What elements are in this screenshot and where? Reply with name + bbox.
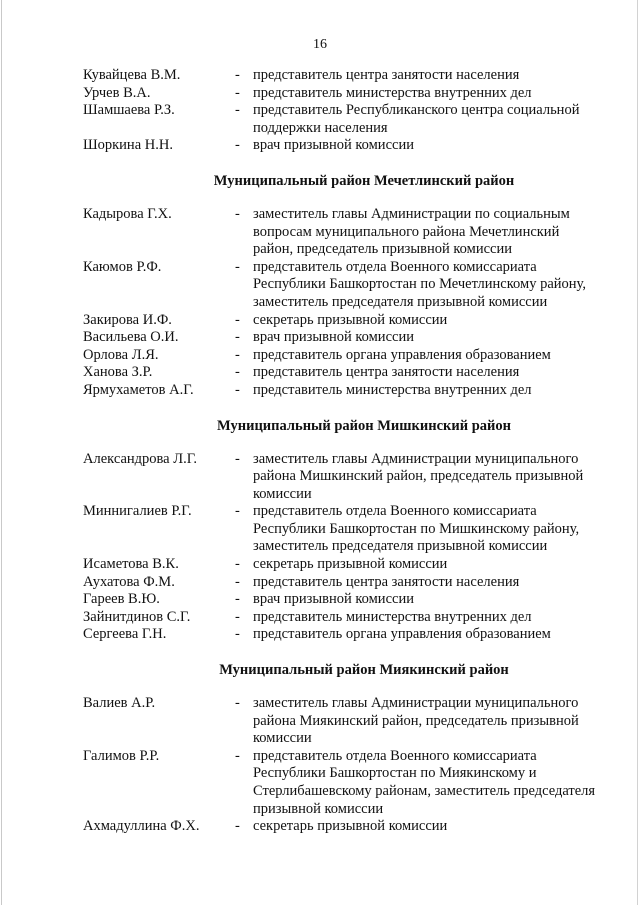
section-heading: Муниципальный район Мишкинский район bbox=[217, 417, 511, 434]
commission-list bbox=[83, 67, 603, 836]
member-row: Гареев В.Ю. - врач призывной комиссии bbox=[83, 591, 603, 609]
member-row: Кувайцева В.М. - представитель центра занятости населения bbox=[83, 67, 603, 85]
member-role: заместитель главы Администрации муниципального района Мишкинский район, председатель призывной комиссии bbox=[253, 450, 584, 502]
section-miyakinsky bbox=[83, 661, 603, 836]
member-role: секретарь призывной комиссии bbox=[253, 311, 448, 328]
member-name: Галимов Р.Р. bbox=[83, 747, 160, 764]
member-row: Исаметова В.К. - секретарь призывной комиссии bbox=[83, 556, 603, 574]
member-role: врач призывной комиссии bbox=[253, 591, 414, 608]
member-row: Зайнитдинов С.Г. - представитель министерства внутренних дел bbox=[83, 609, 603, 627]
member-name: Миннигалиев Р.Г. bbox=[83, 503, 192, 520]
member-name: Закирова И.Ф. bbox=[83, 311, 172, 328]
scan-edge-right bbox=[637, 0, 638, 905]
member-row: Александрова Л.Г. - заместитель главы Администрации муниципального района Мишкинский район, председатель призывной комиссии bbox=[83, 451, 603, 504]
member-name: Каюмов Р.Ф. bbox=[83, 258, 162, 275]
member-role: представитель центра занятости населения bbox=[253, 573, 520, 590]
member-name: Урчев В.А. bbox=[83, 84, 151, 101]
page-number: 16 bbox=[313, 37, 327, 52]
member-row: Ярмухаметов А.Г. - представитель министерства внутренних дел bbox=[83, 382, 603, 400]
member-name: Кадырова Г.Х. bbox=[83, 205, 172, 222]
member-name: Ярмухаметов А.Г. bbox=[83, 381, 194, 398]
member-row: Галимов Р.Р. - представитель отдела Военного комиссариата Республики Башкортостан по Миякинскому и Стерлибашевскому районам, заместитель председателя призывной комиссии bbox=[83, 748, 603, 818]
member-row: Валиев А.Р. - заместитель главы Администрации муниципального района Миякинский район, председатель призывной комиссии bbox=[83, 695, 603, 748]
member-role: представитель министерства внутренних дел bbox=[253, 84, 532, 101]
member-name: Васильева О.И. bbox=[83, 329, 179, 346]
member-role: представитель министерства внутренних дел bbox=[253, 381, 532, 398]
member-name: Ханова З.Р. bbox=[83, 364, 153, 381]
section-heading: Муниципальный район Мечетлинский район bbox=[213, 172, 515, 189]
member-row: Каюмов Р.Ф. - представитель отдела Военного комиссариата Республики Башкортостан по Мечетлинскому району, заместитель председателя призывной комиссии bbox=[83, 259, 603, 312]
member-name: Александрова Л.Г. bbox=[83, 450, 198, 467]
member-row: Шамшаева Р.З. - представитель Республиканского центра социальной поддержки населения bbox=[83, 102, 603, 137]
member-row: Урчев В.А. - представитель министерства внутренних дел bbox=[83, 85, 603, 103]
member-name: Кувайцева В.М. bbox=[83, 67, 181, 83]
section-mishkinsky bbox=[83, 417, 603, 645]
member-row: Сергеева Г.Н. - представитель органа управления образованием bbox=[83, 626, 603, 644]
member-name: Ахмадуллина Ф.Х. bbox=[83, 818, 200, 835]
member-role: представитель Республиканского центра социальной поддержки населения bbox=[253, 102, 580, 136]
section-mechetlinsky bbox=[83, 172, 603, 400]
member-name: Исаметова В.К. bbox=[83, 556, 179, 573]
member-name: Шоркина Н.Н. bbox=[83, 137, 173, 154]
member-role: представитель отдела Военного комиссариата Республики Башкортостан по Мишкинскому району, заместитель председателя призывной комиссии bbox=[253, 503, 580, 555]
member-role: представитель центра занятости населения bbox=[253, 67, 520, 83]
member-role: представитель отдела Военного комиссариата Республики Башкортостан по Миякинскому и Стерлибашевскому районам, заместитель председателя призывной комиссии bbox=[253, 747, 596, 817]
member-role: представитель органа управления образованием bbox=[253, 626, 551, 643]
member-role: врач призывной комиссии bbox=[253, 137, 414, 154]
member-row: Миннигалиев Р.Г. - представитель отдела Военного комиссариата Республики Башкортостан по Мишкинскому району, заместитель председателя призывной комиссии bbox=[83, 503, 603, 556]
scan-edge-left bbox=[1, 0, 2, 905]
member-role: представитель центра занятости населения bbox=[253, 364, 520, 381]
intro-members bbox=[83, 67, 603, 155]
member-name: Гареев В.Ю. bbox=[83, 591, 160, 608]
member-row: Кадырова Г.Х. - заместитель главы Администрации по социальным вопросам муниципального района Мечетлинский район, председатель призывной комиссии bbox=[83, 206, 603, 259]
member-row: Васильева О.И. - врач призывной комиссии bbox=[83, 329, 603, 347]
member-row: Закирова И.Ф. - секретарь призывной комиссии bbox=[83, 312, 603, 330]
member-name: Орлова Л.Я. bbox=[83, 346, 159, 363]
member-row: Аухатова Ф.М. - представитель центра занятости населения bbox=[83, 574, 603, 592]
member-role: секретарь призывной комиссии bbox=[253, 818, 448, 835]
member-name: Валиев А.Р. bbox=[83, 695, 156, 712]
member-role: заместитель главы Администрации по социальным вопросам муниципального района Мечетлинский район, председатель призывной комиссии bbox=[253, 205, 570, 258]
member-role: врач призывной комиссии bbox=[253, 329, 414, 346]
member-name: Аухатова Ф.М. bbox=[83, 573, 175, 590]
member-row: Орлова Л.Я. - представитель органа управления образованием bbox=[83, 347, 603, 365]
member-role: представитель органа управления образованием bbox=[253, 346, 551, 363]
member-name: Шамшаева Р.З. bbox=[83, 102, 175, 119]
member-name: Сергеева Г.Н. bbox=[83, 626, 167, 643]
member-row: Шоркина Н.Н. - врач призывной комиссии bbox=[83, 137, 603, 155]
section-heading: Муниципальный район Миякинский район bbox=[219, 662, 509, 679]
member-name: Зайнитдинов С.Г. bbox=[83, 608, 191, 625]
member-row: Ахмадуллина Ф.Х. - секретарь призывной комиссии bbox=[83, 818, 603, 836]
member-role: секретарь призывной комиссии bbox=[253, 556, 448, 573]
member-role: представитель министерства внутренних дел bbox=[253, 608, 532, 625]
member-role: представитель отдела Военного комиссариата Республики Башкортостан по Мечетлинскому району, заместитель председателя призывной комиссии bbox=[253, 258, 586, 310]
member-row: Ханова З.Р. - представитель центра занятости населения bbox=[83, 364, 603, 382]
member-role: заместитель главы Администрации муниципального района Миякинский район, председатель призывной комиссии bbox=[253, 695, 579, 747]
